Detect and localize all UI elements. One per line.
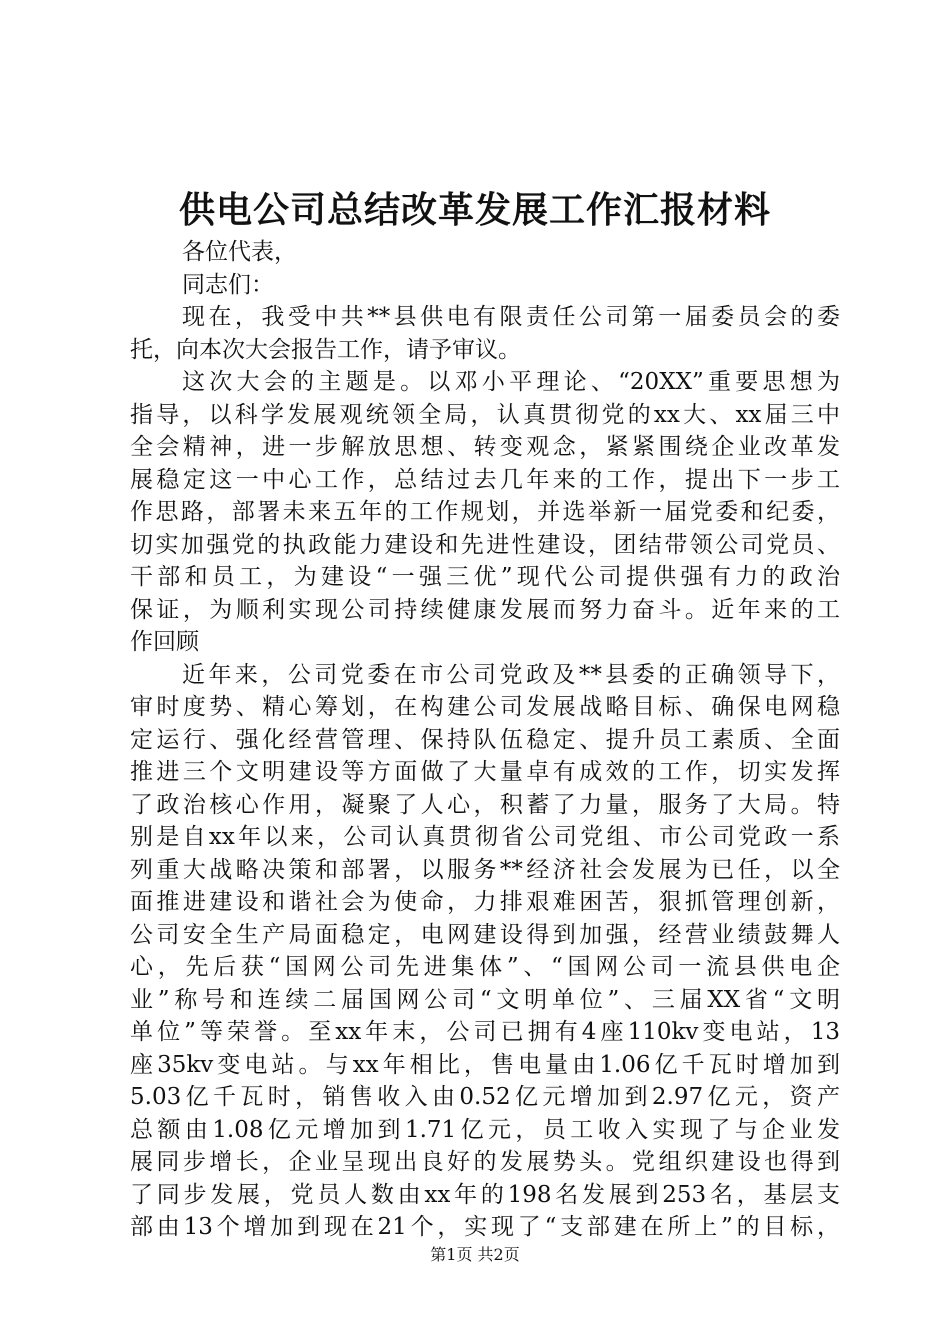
- body-line: 定运行、强化经营管理、保持队伍稳定、提升员工素质、全面: [130, 726, 840, 753]
- body-line: 现在，我受中共**县供电有限责任公司第一届委员会的委: [182, 304, 840, 330]
- body-line: 了政治核心作用，凝聚了人心，积蓄了力量，服务了大局。特: [130, 791, 840, 818]
- body-line: 别是自xx年以来，公司认真贯彻省公司党组、市公司党政一系: [130, 824, 840, 850]
- body-line: 面推进建设和谐社会为使命，力排艰难困苦，狠抓管理创新，: [130, 889, 840, 915]
- body-line: 各位代表，: [182, 239, 297, 265]
- body-line: 保证，为顺利实现公司持续健康发展而努力奋斗。近年来的工: [130, 596, 840, 623]
- body-line: 座35kv变电站。与xx年相比，售电量由1.06亿千瓦时增加到: [130, 1051, 840, 1078]
- body-line: 公司安全生产局面稳定，电网建设得到加强，经营业绩鼓舞人: [130, 921, 840, 948]
- body-line: 托，向本次大会报告工作，请予审议。: [130, 336, 521, 363]
- body-line: 展同步增长，企业呈现出良好的发展势头。党组织建设也得到: [130, 1149, 840, 1175]
- body-line: 作思路，部署未来五年的工作规划，并选举新一届党委和纪委，: [130, 499, 840, 525]
- body-line: 指导，以科学发展观统领全局，认真贯彻党的xx大、xx届三中: [130, 401, 840, 428]
- body-line: 这次大会的主题是。以邓小平理论、“20XX”重要思想为: [182, 369, 840, 395]
- body-line: 展稳定这一中心工作，总结过去几年来的工作，提出下一步工: [130, 466, 840, 493]
- body-line: 单位”等荣誉。至xx年末，公司已拥有4座110kv变电站，13: [130, 1019, 840, 1045]
- document-body: [130, 236, 840, 1244]
- body-line: 总额由1.08亿元增加到1.71亿元，员工收入实现了与企业发: [130, 1116, 840, 1143]
- body-line: 5.03亿千瓦时，销售收入由0.52亿元增加到2.97亿元，资产: [130, 1084, 840, 1110]
- body-line: 切实加强党的执政能力建设和先进性建设，团结带领公司党员、: [130, 531, 840, 558]
- body-line: 同志们：: [182, 271, 274, 298]
- page-footer: 第1页 共2页: [430, 1245, 520, 1264]
- document-title: 供电公司总结改革发展工作汇报材料: [178, 189, 771, 231]
- body-line: 推进三个文明建设等方面做了大量卓有成效的工作，切实发挥: [130, 759, 840, 785]
- body-line: 审时度势、精心筹划，在构建公司发展战略目标、确保电网稳: [130, 694, 840, 720]
- body-line: 干部和员工，为建设“一强三优”现代公司提供强有力的政治: [130, 564, 840, 590]
- body-line: 近年来，公司党委在市公司党政及**县委的正确领导下，: [182, 661, 840, 688]
- body-line: 了同步发展，党员人数由xx年的198名发展到253名，基层支: [130, 1181, 840, 1208]
- body-line: 全会精神，进一步解放思想、转变观念，紧紧围绕企业改革发: [130, 434, 840, 460]
- body-line: 作回顾: [130, 629, 199, 655]
- body-line: 部由13个增加到现在21个，实现了“支部建在所上”的目标，: [130, 1214, 840, 1240]
- body-line: 列重大战略决策和部署，以服务**经济社会发展为已任，以全: [130, 856, 840, 883]
- body-line: 心，先后获“国网公司先进集体”、“国网公司一流县供电企: [130, 954, 840, 980]
- body-line: 业”称号和连续二届国网公司“文明单位”、三届XX省“文明: [130, 986, 840, 1013]
